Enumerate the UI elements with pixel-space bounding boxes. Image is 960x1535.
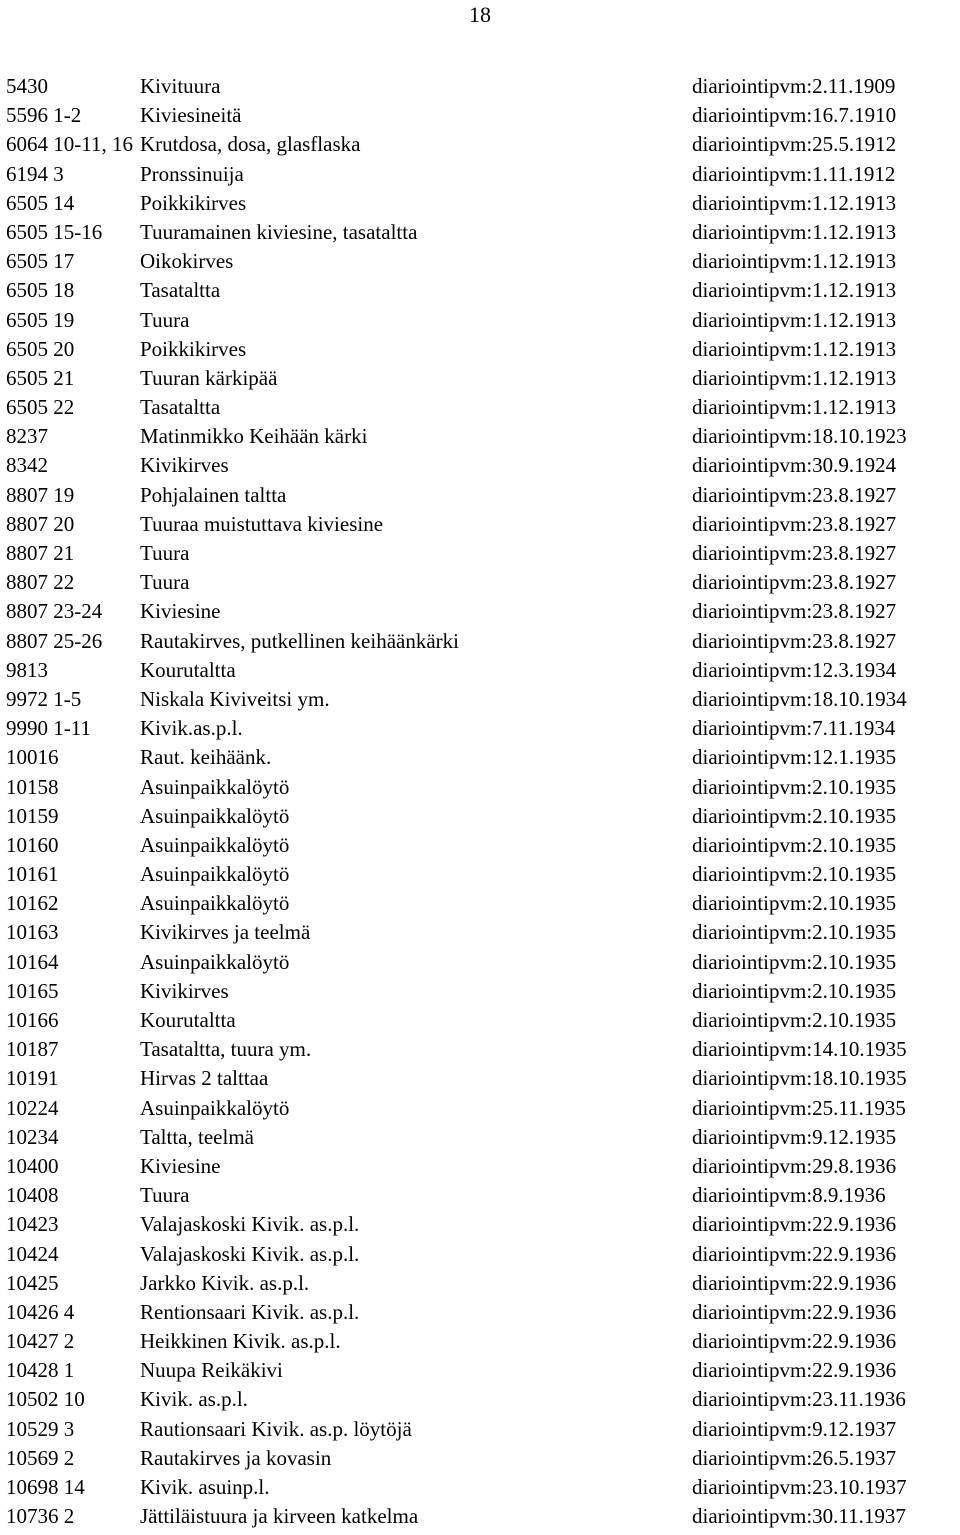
- catalog-row: [0, 1473, 960, 1502]
- item-description: Tuuramainen kiviesine, tasataltta: [140, 219, 418, 244]
- catalog-row: [0, 743, 960, 772]
- catalog-row: [0, 1064, 960, 1093]
- diary-date: diariointipvm:30.9.1924: [692, 453, 897, 478]
- catalog-number: 8807 20: [6, 511, 75, 536]
- catalog-number: 8807 19: [6, 482, 75, 507]
- diary-date: diariointipvm:23.8.1927: [692, 628, 897, 653]
- catalog-row: [0, 948, 960, 977]
- catalog-number: 6064 10-11, 16: [6, 132, 133, 157]
- catalog-number: 8342: [6, 453, 48, 478]
- item-description: Kourutaltta: [140, 1008, 236, 1032]
- catalog-number: 6505 21: [6, 365, 75, 390]
- item-description: Niskala Kiviveitsi ym.: [140, 686, 330, 711]
- item-description: Rentionsaari Kivik. as.p.l.: [140, 1299, 360, 1324]
- item-description: Tasataltta: [140, 395, 221, 420]
- diary-date: diariointipvm:22.9.1936: [692, 1299, 897, 1324]
- catalog-row: [0, 130, 960, 159]
- diary-date: diariointipvm:9.12.1937: [692, 1416, 897, 1441]
- item-description: Asuinpaikkalöytö: [140, 774, 290, 799]
- diary-date: diariointipvm:14.10.1935: [692, 1037, 907, 1062]
- catalog-row: [0, 802, 960, 831]
- item-description: Pohjalainen taltta: [140, 482, 287, 507]
- item-description: Tuura: [140, 307, 190, 332]
- catalog-number: 10163: [6, 920, 59, 945]
- catalog-number: 6505 19: [6, 307, 75, 332]
- item-description: Rautakirves, putkellinen keihäänkärki: [140, 628, 459, 653]
- diary-date: diariointipvm:7.11.1934: [692, 716, 896, 741]
- catalog-number: 8807 23-24: [6, 599, 103, 624]
- item-description: Jarkko Kivik. as.p.l.: [140, 1270, 310, 1295]
- catalog-row: [0, 889, 960, 918]
- diary-date: diariointipvm:1.12.1913: [692, 307, 897, 332]
- item-description: Kivikirves: [140, 453, 229, 478]
- diary-date: diariointipvm:23.11.1936: [692, 1387, 906, 1412]
- diary-date: diariointipvm:30.11.1937: [692, 1504, 906, 1529]
- catalog-row: [0, 860, 960, 889]
- diary-date: diariointipvm:2.10.1935: [692, 862, 897, 887]
- diary-date: diariointipvm:26.5.1937: [692, 1445, 897, 1470]
- item-description: Jättiläistuura ja kirveen katkelma: [140, 1504, 419, 1529]
- catalog-number: 8807 25-26: [6, 628, 103, 653]
- catalog-number: 10408: [6, 1183, 59, 1208]
- catalog-number: 10159: [6, 803, 59, 828]
- diary-date: diariointipvm:2.10.1935: [692, 978, 897, 1003]
- catalog-number: 10165: [6, 978, 59, 1003]
- catalog-number: 10426 4: [6, 1299, 75, 1324]
- diary-date: diariointipvm:29.8.1936: [692, 1153, 897, 1178]
- catalog-number: 6505 20: [6, 336, 75, 361]
- item-description: Asuinpaikkalöytö: [140, 803, 290, 828]
- catalog-number: 10529 3: [6, 1416, 75, 1441]
- item-description: Kivik. as.p.l.: [140, 1387, 248, 1412]
- catalog-row: [0, 364, 960, 393]
- item-description: Heikkinen Kivik. as.p.l.: [140, 1329, 341, 1354]
- catalog-row: [0, 393, 960, 422]
- catalog-row: [0, 72, 960, 101]
- catalog-number: 10161: [6, 862, 59, 887]
- diary-date: diariointipvm:22.9.1936: [692, 1270, 897, 1295]
- catalog-row: [0, 306, 960, 335]
- diary-date: diariointipvm:1.12.1913: [692, 278, 897, 303]
- catalog-row: [0, 510, 960, 539]
- diary-date: diariointipvm:23.8.1927: [692, 511, 897, 536]
- catalog-number: 10166: [6, 1008, 59, 1032]
- item-description: Asuinpaikkalöytö: [140, 1095, 290, 1120]
- catalog-number: 9972 1-5: [6, 686, 82, 711]
- item-description: Kivik.as.p.l.: [140, 716, 243, 741]
- catalog-number: 6505 22: [6, 395, 75, 420]
- catalog-row: [0, 1006, 960, 1035]
- catalog-row: [0, 685, 960, 714]
- catalog-row: [0, 1415, 960, 1444]
- diary-date: diariointipvm:2.10.1935: [692, 920, 897, 945]
- item-description: Oikokirves: [140, 249, 234, 274]
- catalog-row: [0, 160, 960, 189]
- catalog-row: [0, 481, 960, 510]
- catalog-number: 10427 2: [6, 1329, 75, 1354]
- catalog-row: [0, 1298, 960, 1327]
- diary-date: diariointipvm:23.8.1927: [692, 541, 897, 565]
- diary-date: diariointipvm:2.10.1935: [692, 1008, 897, 1032]
- catalog-row: [0, 335, 960, 364]
- catalog-number: 10400: [6, 1153, 59, 1178]
- catalog-row: [0, 568, 960, 597]
- catalog-row: [0, 714, 960, 743]
- item-description: Raut. keihäänk.: [140, 745, 272, 770]
- catalog-row: [0, 247, 960, 276]
- catalog-number: 9990 1-11: [6, 716, 91, 741]
- catalog-number: 6505 15-16: [6, 219, 103, 244]
- catalog-row: [0, 101, 960, 130]
- diary-date: diariointipvm:2.10.1935: [692, 832, 897, 857]
- catalog-row: [0, 1269, 960, 1298]
- catalog-number: 6505 18: [6, 278, 75, 303]
- catalog-number: 10164: [6, 949, 59, 974]
- diary-date: diariointipvm:25.11.1935: [692, 1095, 906, 1120]
- catalog-row: [0, 1356, 960, 1385]
- diary-date: diariointipvm:18.10.1934: [692, 686, 907, 711]
- item-description: Kivikirves: [140, 978, 229, 1003]
- catalog-row: [0, 918, 960, 947]
- diary-date: diariointipvm:2.11.1909: [692, 74, 896, 98]
- diary-date: diariointipvm:22.9.1936: [692, 1212, 897, 1237]
- diary-date: diariointipvm:1.12.1913: [692, 336, 897, 361]
- diary-date: diariointipvm:25.5.1912: [692, 132, 897, 157]
- catalog-row: [0, 1385, 960, 1414]
- item-description: Tasataltta: [140, 278, 221, 303]
- diary-date: diariointipvm:12.1.1935: [692, 745, 897, 770]
- catalog-number: 10698 14: [6, 1475, 85, 1499]
- item-description: Tasataltta, tuura ym.: [140, 1037, 312, 1062]
- diary-date: diariointipvm:1.12.1913: [692, 249, 897, 274]
- catalog-row: [0, 1210, 960, 1239]
- catalog-row: [0, 1035, 960, 1064]
- diary-date: diariointipvm:22.9.1936: [692, 1241, 897, 1266]
- catalog-number: 10158: [6, 774, 59, 799]
- catalog-number: 10736 2: [6, 1504, 75, 1529]
- catalog-row: [0, 1327, 960, 1356]
- catalog-number: 10016: [6, 745, 59, 770]
- item-description: Matinmikko Keihään kärki: [140, 424, 368, 449]
- diary-date: diariointipvm:22.9.1936: [692, 1329, 897, 1354]
- item-description: Taltta, teelmä: [140, 1124, 254, 1149]
- catalog-number: 8807 22: [6, 570, 75, 595]
- diary-date: diariointipvm:2.10.1935: [692, 949, 897, 974]
- catalog-number: 10162: [6, 891, 59, 916]
- catalog-number: 10234: [6, 1124, 59, 1149]
- item-description: Tuura: [140, 1183, 190, 1208]
- item-description: Kiviesineitä: [140, 103, 242, 128]
- diary-date: diariointipvm:16.7.1910: [692, 103, 897, 128]
- diary-date: diariointipvm:1.12.1913: [692, 395, 897, 420]
- item-description: Kiviesine: [140, 599, 221, 624]
- catalog-number: 10425: [6, 1270, 59, 1295]
- item-description: Rautionsaari Kivik. as.p. löytöjä: [140, 1416, 412, 1441]
- catalog-number: 10569 2: [6, 1445, 75, 1470]
- item-description: Valajaskoski Kivik. as.p.l.: [140, 1241, 360, 1266]
- catalog-row: [0, 656, 960, 685]
- catalog-number: 6505 17: [6, 249, 75, 274]
- catalog-row: [0, 451, 960, 480]
- catalog-row: [0, 276, 960, 305]
- catalog-number: 10502 10: [6, 1387, 85, 1412]
- catalog-number: 5430: [6, 74, 48, 98]
- catalog-number: 10428 1: [6, 1358, 75, 1383]
- diary-date: diariointipvm:23.8.1927: [692, 482, 897, 507]
- item-description: Hirvas 2 talttaa: [140, 1066, 269, 1091]
- diary-date: diariointipvm:2.10.1935: [692, 774, 897, 799]
- diary-date: diariointipvm:1.12.1913: [692, 365, 897, 390]
- item-description: Poikkikirves: [140, 336, 247, 361]
- catalog-row: [0, 218, 960, 247]
- diary-date: diariointipvm:9.12.1935: [692, 1124, 897, 1149]
- catalog-row: [0, 1123, 960, 1152]
- catalog-number: 10160: [6, 832, 59, 857]
- catalog-row: [0, 773, 960, 802]
- item-description: Pronssinuija: [140, 161, 244, 186]
- diary-date: diariointipvm:1.12.1913: [692, 219, 897, 244]
- catalog-row: [0, 1444, 960, 1473]
- catalog-row: [0, 1094, 960, 1123]
- item-description: Rautakirves ja kovasin: [140, 1445, 332, 1470]
- catalog-number: 10423: [6, 1212, 59, 1237]
- catalog-row: [0, 539, 960, 568]
- catalog-number: 6194 3: [6, 161, 64, 186]
- catalog-number: 10424: [6, 1241, 59, 1266]
- catalog-number: 10187: [6, 1037, 59, 1062]
- diary-date: diariointipvm:8.9.1936: [692, 1183, 886, 1208]
- catalog-row: [0, 1240, 960, 1269]
- catalog-number: 5596 1-2: [6, 103, 82, 128]
- diary-date: diariointipvm:2.10.1935: [692, 891, 897, 916]
- diary-date: diariointipvm:23.10.1937: [692, 1475, 907, 1499]
- catalog-row: [0, 1181, 960, 1210]
- item-description: Kivituura: [140, 74, 221, 98]
- catalog-number: 8237: [6, 424, 48, 449]
- catalog-number: 8807 21: [6, 541, 75, 565]
- catalog-row: [0, 422, 960, 451]
- catalog-number: 10191: [6, 1066, 59, 1091]
- catalog-row: [0, 597, 960, 626]
- catalog-row: [0, 831, 960, 860]
- item-description: Tuura: [140, 541, 190, 565]
- item-description: Tuuran kärkipää: [140, 365, 278, 390]
- item-description: Tuuraa muistuttava kiviesine: [140, 511, 384, 536]
- catalog-row: [0, 189, 960, 218]
- diary-date: diariointipvm:1.12.1913: [692, 190, 897, 215]
- item-description: Asuinpaikkalöytö: [140, 862, 290, 887]
- item-description: Krutdosa, dosa, glasflaska: [140, 132, 361, 157]
- diary-date: diariointipvm:22.9.1936: [692, 1358, 897, 1383]
- item-description: Kivik. asuinp.l.: [140, 1475, 270, 1499]
- item-description: Kiviesine: [140, 1153, 221, 1178]
- page-number: 18: [469, 2, 491, 27]
- diary-date: diariointipvm:12.3.1934: [692, 657, 897, 682]
- diary-date: diariointipvm:23.8.1927: [692, 599, 897, 624]
- diary-date: diariointipvm:1.11.1912: [692, 161, 896, 186]
- catalog-row: [0, 627, 960, 656]
- item-description: Poikkikirves: [140, 190, 247, 215]
- catalog-number: 9813: [6, 657, 48, 682]
- item-description: Tuura: [140, 570, 190, 595]
- diary-date: diariointipvm:2.10.1935: [692, 803, 897, 828]
- item-description: Kourutaltta: [140, 657, 236, 682]
- item-description: Asuinpaikkalöytö: [140, 891, 290, 916]
- item-description: Kivikirves ja teelmä: [140, 920, 311, 945]
- item-description: Valajaskoski Kivik. as.p.l.: [140, 1212, 360, 1237]
- catalog-list: [0, 72, 960, 1531]
- item-description: Asuinpaikkalöytö: [140, 949, 290, 974]
- catalog-number: 6505 14: [6, 190, 75, 215]
- item-description: Asuinpaikkalöytö: [140, 832, 290, 857]
- diary-date: diariointipvm:18.10.1923: [692, 424, 907, 449]
- diary-date: diariointipvm:18.10.1935: [692, 1066, 907, 1091]
- item-description: Nuupa Reikäkivi: [140, 1358, 283, 1383]
- catalog-row: [0, 977, 960, 1006]
- diary-date: diariointipvm:23.8.1927: [692, 570, 897, 595]
- catalog-row: [0, 1502, 960, 1531]
- catalog-row: [0, 1152, 960, 1181]
- catalog-number: 10224: [6, 1095, 59, 1120]
